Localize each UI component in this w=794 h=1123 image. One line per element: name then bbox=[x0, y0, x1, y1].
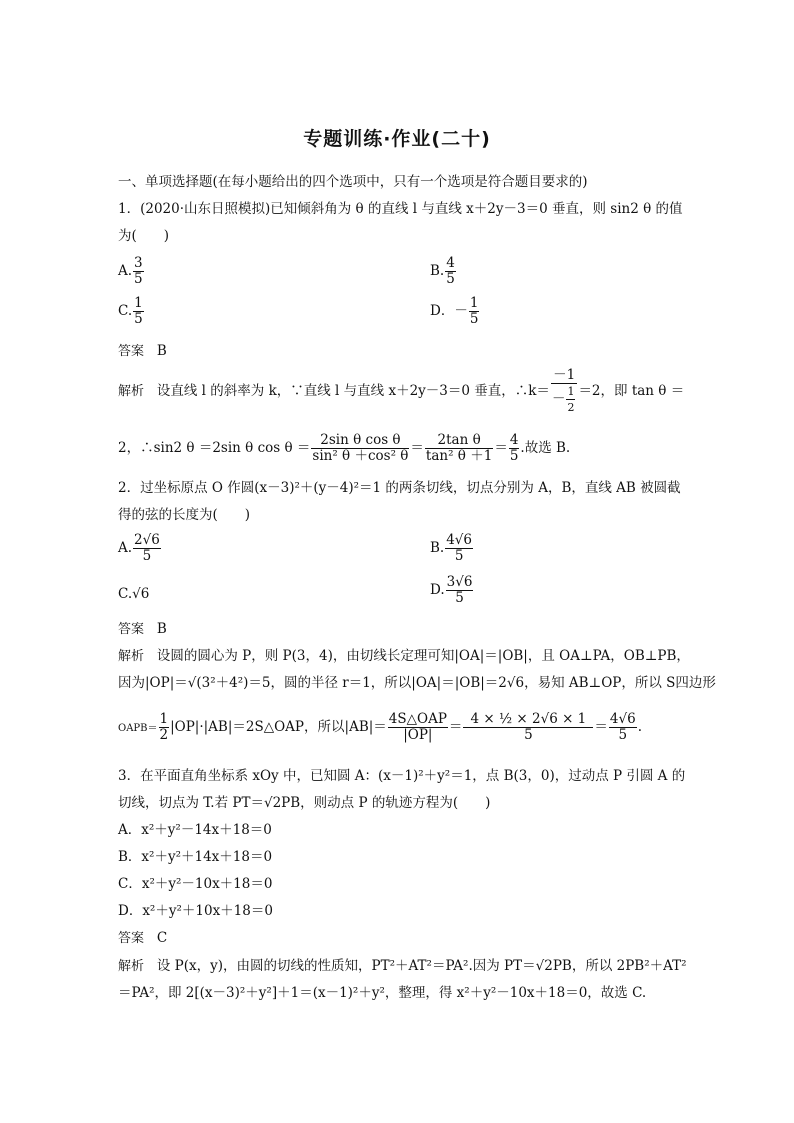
analysis-text: . bbox=[637, 719, 642, 735]
analysis-text: 设直线 l 的斜率为 k，∵直线 l 与直线 x＋2y－3＝0 垂直，∴k＝ bbox=[156, 383, 550, 399]
q1-slope-fraction bbox=[551, 368, 578, 415]
q2-option-b-fraction bbox=[445, 533, 473, 564]
q1-option-c[interactable] bbox=[118, 296, 145, 327]
q2-option-a-fraction bbox=[133, 533, 161, 564]
q1-option-a[interactable] bbox=[118, 256, 145, 287]
frac-num: 3√6 bbox=[446, 574, 473, 590]
q1-fraction-3 bbox=[509, 433, 520, 464]
frac-den: 5 bbox=[455, 590, 464, 606]
frac-den: |OP| bbox=[403, 727, 433, 743]
q2-analysis-line1 bbox=[118, 647, 690, 666]
q2-fraction-expand bbox=[463, 712, 593, 743]
frac-num: 4√6 bbox=[446, 532, 472, 548]
q2-option-c[interactable] bbox=[118, 585, 149, 603]
frac-den: 5 bbox=[509, 448, 519, 464]
answer-value: B bbox=[156, 343, 167, 359]
analysis-text: |OP|·|AB|＝2S△OAP，所以|AB|＝ bbox=[170, 719, 387, 735]
analysis-label: 解析 bbox=[118, 384, 145, 399]
q3-stem-line2: 切线，切点为 T.若 PT＝√2PB，则动点 P 的轨迹方程为( ) bbox=[118, 795, 491, 811]
q2-option-c-label: C. bbox=[118, 586, 133, 602]
q2-option-b-label: B. bbox=[430, 540, 445, 556]
frac-den: tan² θ ＋1 bbox=[425, 448, 493, 464]
frac-num: 4 × ½ × 2√6 × 1 bbox=[463, 712, 593, 728]
q2-fraction-ab bbox=[388, 712, 448, 743]
frac-den: 5 bbox=[469, 311, 479, 327]
frac-den: 5 bbox=[454, 548, 464, 564]
frac-num: 2sin θ cos θ bbox=[311, 433, 409, 449]
analysis-text: 设 P(x，y)，由圆的切线的性质知，PT²＋AT²＝PA².因为 PT＝√2PB，所以 2PB²＋AT² bbox=[156, 958, 687, 974]
q2-half-fraction bbox=[159, 712, 170, 743]
q1-fraction-2 bbox=[425, 433, 493, 464]
q1-analysis-line2 bbox=[118, 433, 570, 464]
equals-sign: ＝ bbox=[410, 440, 424, 456]
q1-option-b-fraction bbox=[445, 256, 456, 287]
q2-analysis-line3 bbox=[118, 712, 642, 743]
equals-sign: ＝ bbox=[494, 440, 508, 456]
q2-option-a[interactable] bbox=[118, 533, 162, 564]
frac-den bbox=[551, 384, 578, 415]
frac-num: 4S△OAP bbox=[388, 711, 447, 727]
q1-analysis-line1 bbox=[118, 368, 684, 415]
q3-option-c[interactable]: C．x²＋y²－10x＋18＝0 bbox=[118, 876, 273, 892]
q2-stem-line1: 2．过坐标原点 O 作圆(x－3)²＋(y－4)²＝1 的两条切线，切点分别为 A，B，直线 AB 被圆截 bbox=[118, 480, 681, 496]
q2-stem-line2: 得的弦的长度为( ) bbox=[118, 507, 251, 523]
frac-num: 2√6 bbox=[134, 532, 160, 548]
q2-option-d-label: D. bbox=[430, 582, 445, 598]
frac-num: 4√6 bbox=[609, 711, 636, 727]
answer-label: 答案 bbox=[118, 344, 145, 359]
frac-num: 1 bbox=[159, 711, 169, 727]
q3-analysis-line1 bbox=[118, 957, 687, 976]
answer-label: 答案 bbox=[118, 622, 145, 637]
q1-option-a-label: A. bbox=[118, 263, 133, 279]
q3-analysis-line2: ＝PA²，即 2[(x－3)²＋y²]＋1＝(x－1)²＋y²，整理，得 x²＋y²－10x＋18＝0，故选 C. bbox=[118, 985, 647, 1001]
q2-option-b[interactable] bbox=[430, 533, 474, 564]
analysis-text: ＝2，即 tan θ ＝ bbox=[578, 383, 685, 399]
q1-option-b-label: B. bbox=[430, 263, 445, 279]
answer-value: B bbox=[156, 621, 167, 637]
q1-option-d-label: D．－ bbox=[430, 303, 468, 319]
frac-den: 5 bbox=[524, 727, 533, 743]
equals-sign: ＝ bbox=[448, 719, 463, 735]
q2-analysis-line2: 因为|OP|＝√(3²＋4²)＝5，圆的半径 r＝1，所以|OA|＝|OB|＝2√6，易知 AB⊥OP，所以 S四边形 bbox=[118, 675, 716, 691]
frac-den: 5 bbox=[134, 271, 143, 287]
frac-den: 2 bbox=[567, 401, 575, 414]
answer-value: C bbox=[156, 930, 168, 946]
analysis-text: 2，∴sin2 θ ＝2sin θ cos θ ＝ bbox=[118, 440, 311, 456]
q2-option-d[interactable] bbox=[430, 575, 474, 606]
q1-option-d-fraction bbox=[469, 296, 480, 327]
q3-answer bbox=[118, 929, 167, 948]
analysis-text: .故选 B. bbox=[520, 440, 571, 456]
analysis-text: 设圆的圆心为 P，则 P(3，4)，由切线长定理可知|OA|＝|OB|，且 OA⊥PA，OB⊥PB， bbox=[156, 648, 690, 664]
frac-num: 4 bbox=[509, 432, 519, 448]
q2-fraction-result bbox=[609, 712, 637, 743]
frac-num: 3 bbox=[134, 255, 143, 271]
frac-den: 5 bbox=[134, 311, 143, 327]
q2-option-d-fraction bbox=[446, 575, 474, 606]
frac-num: 1 bbox=[469, 295, 479, 311]
answer-label: 答案 bbox=[118, 931, 145, 946]
q1-option-b[interactable] bbox=[430, 256, 457, 287]
q1-answer bbox=[118, 342, 167, 361]
frac-num: 2tan θ bbox=[425, 433, 493, 449]
equals-sign: ＝ bbox=[594, 719, 608, 735]
q1-option-c-fraction bbox=[133, 296, 144, 327]
analysis-text: OAPB＝ bbox=[118, 723, 158, 734]
analysis-label: 解析 bbox=[118, 959, 145, 974]
q1-option-a-fraction bbox=[133, 256, 144, 287]
frac-den: 5 bbox=[446, 271, 455, 287]
frac-num: 1 bbox=[567, 385, 575, 398]
q3-stem-line1: 3．在平面直角坐标系 xOy 中，已知圆 A：(x－1)²＋y²＝1，点 B(3，0)，过动点 P 引圆 A 的 bbox=[118, 768, 686, 784]
q1-fraction-1 bbox=[311, 433, 409, 464]
frac-num: 4 bbox=[446, 255, 455, 271]
frac-den: 5 bbox=[142, 548, 152, 564]
frac-den-sign: － bbox=[551, 391, 566, 407]
q2-answer bbox=[118, 620, 167, 639]
q2-option-a-label: A. bbox=[118, 540, 133, 556]
q1-option-c-label: C. bbox=[118, 303, 133, 319]
q1-stem-line1: 1．(2020·山东日照模拟)已知倾斜角为 θ 的直线 l 与直线 x＋2y－3＝0 垂直，则 sin2 θ 的值 bbox=[118, 201, 683, 217]
q1-option-d[interactable] bbox=[430, 296, 480, 327]
section-heading: 一、单项选择题(在每小题给出的四个选项中，只有一个选项是符合题目要求的) bbox=[118, 174, 588, 190]
page-title: 专题训练·作业(二十) bbox=[303, 128, 491, 150]
q2-option-c-value: √6 bbox=[132, 586, 150, 602]
q3-option-a[interactable]: A．x²＋y²－14x＋18＝0 bbox=[118, 822, 272, 838]
frac-num: －1 bbox=[551, 368, 578, 384]
q1-nested-fraction bbox=[566, 384, 575, 415]
frac-den: sin² θ ＋cos² θ bbox=[312, 448, 409, 464]
q1-stem-line2: 为( ) bbox=[118, 228, 170, 244]
q3-option-d[interactable]: D．x²＋y²＋10x＋18＝0 bbox=[118, 903, 273, 919]
analysis-label: 解析 bbox=[118, 649, 145, 664]
frac-den: 5 bbox=[618, 727, 628, 743]
frac-num: 1 bbox=[134, 295, 143, 311]
q3-option-b[interactable]: B．x²＋y²＋14x＋18＝0 bbox=[118, 849, 273, 865]
frac-den: 2 bbox=[159, 727, 169, 743]
